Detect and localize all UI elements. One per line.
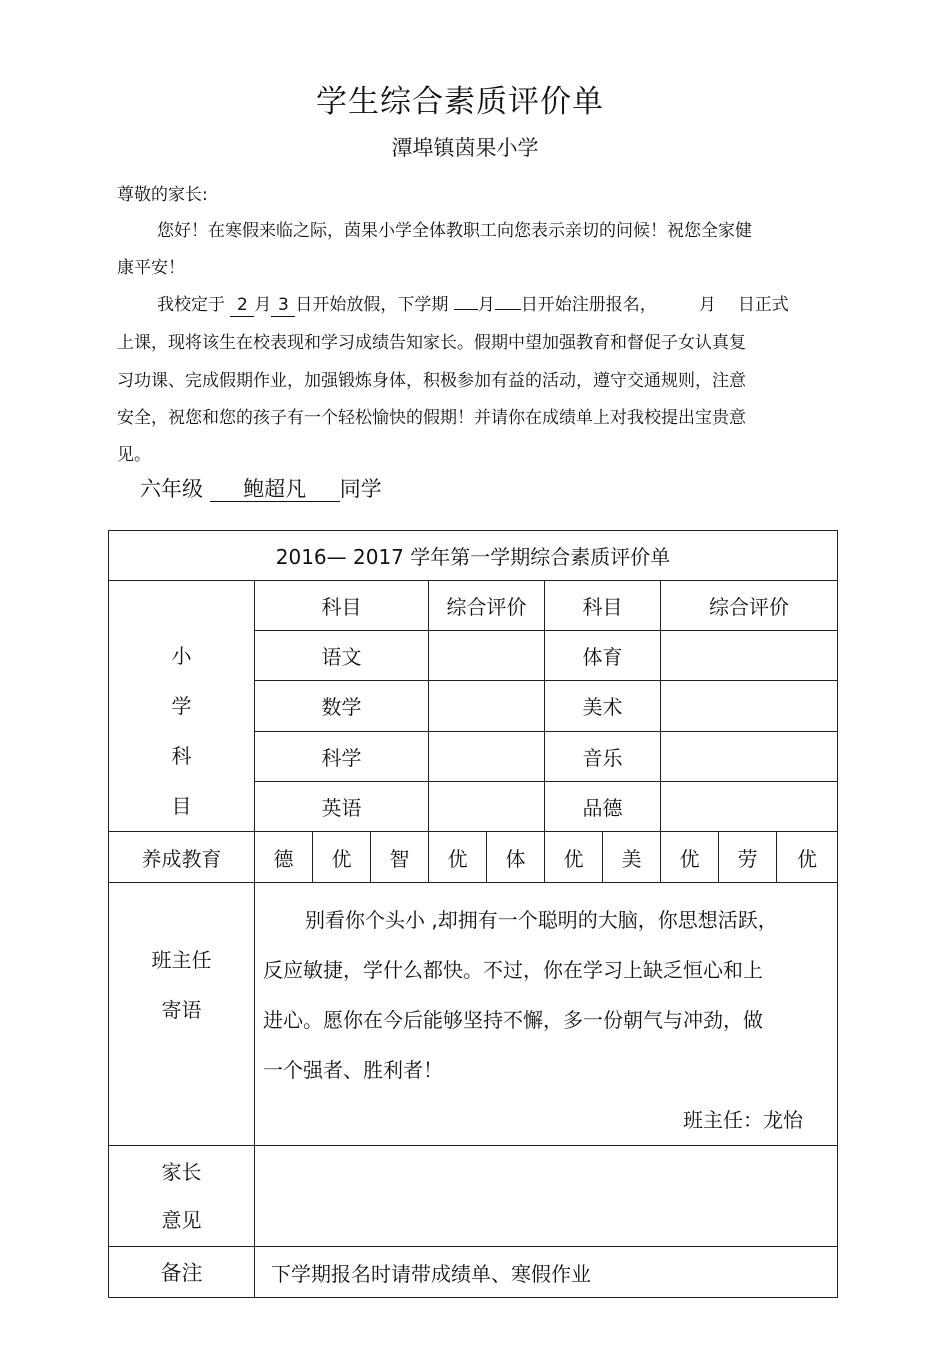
table-caption: 2016— 2017 学年第一学期综合素质评价单 <box>109 531 838 581</box>
eval-cell <box>661 631 838 681</box>
letter-paragraph-2c: 习功课、完成假期作业，加强锻炼身体，积极参加有益的活动，遵守交通规则，注意 <box>117 371 746 391</box>
letter-paragraph-2b: 上课，现将该生在校表现和学习成绩告知家长。假期中望加强教育和督促子女认真复 <box>117 333 746 353</box>
remark-label: 备注 <box>109 1247 255 1298</box>
habit-key: 智 <box>371 832 429 883</box>
subject-math: 数学 <box>255 681 429 731</box>
student-grade: 六年级 <box>140 477 203 501</box>
parent-opinion-field[interactable] <box>255 1146 838 1247</box>
letter-paragraph-2d: 安全，祝您和您的孩子有一个轻松愉快的假期！并请你在成绩单上对我校提出宝贵意 <box>117 408 746 428</box>
habit-key: 德 <box>255 832 313 883</box>
header-eval-right: 综合评价 <box>661 581 838 631</box>
eval-cell <box>661 681 838 731</box>
habit-key: 劳 <box>719 832 777 883</box>
subject-chinese: 语文 <box>255 631 429 681</box>
subject-art: 美术 <box>545 681 661 731</box>
eval-cell <box>429 781 545 831</box>
teacher-label <box>109 883 255 1146</box>
eval-cell <box>661 731 838 781</box>
subject-science: 科学 <box>255 731 429 781</box>
section-label-subjects <box>109 581 255 832</box>
teacher-label-line-1: 班主任 <box>151 948 212 972</box>
header-subject-right: 科目 <box>545 581 661 631</box>
section-label-char: 目 <box>171 794 192 818</box>
dates-text-2: 日开始放假，下学期 <box>295 295 449 315</box>
header-subject-left: 科目 <box>255 581 429 631</box>
dates-text-1: 月 <box>254 295 272 315</box>
habit-value: 优 <box>313 832 371 883</box>
school-name: 潭埠镇茵果小学 <box>391 136 539 160</box>
habit-value: 优 <box>777 832 838 883</box>
eval-cell <box>429 631 545 681</box>
comment-line: 一个强者、胜利者！ <box>263 1058 443 1082</box>
page-title: 学生综合素质评价单 <box>316 84 604 120</box>
dates-text-6: 日正式 <box>737 295 789 315</box>
section-label-char: 科 <box>171 744 192 768</box>
letter-paragraph-1b: 康平安！ <box>117 258 185 278</box>
vacation-month: 2 <box>230 296 254 317</box>
student-line <box>140 473 382 503</box>
eval-cell <box>429 681 545 731</box>
letter-paragraph-1a: 您好！在寒假来临之际，茵果小学全体教职工向您表示亲切的问候！祝您全家健 <box>157 221 752 241</box>
eval-cell <box>429 731 545 781</box>
evaluation-table <box>108 530 838 1298</box>
letter-paragraph-2e: 见。 <box>117 445 151 465</box>
subject-english: 英语 <box>255 781 429 831</box>
teacher-signature: 班主任：龙怡 <box>683 1108 804 1132</box>
register-month-blank <box>454 309 478 310</box>
comment-line: 进心。愿你在今后能够坚持不懈，多一份朝气与冲劲，做 <box>263 1008 763 1032</box>
teacher-comment <box>255 883 838 1146</box>
dates-text-3: 月 <box>477 295 495 315</box>
parent-label <box>109 1146 255 1247</box>
vacation-day: 3 <box>271 296 295 317</box>
remark-text: 下学期报名时请带成绩单、寒假作业 <box>255 1247 838 1298</box>
subject-pe: 体育 <box>545 631 661 681</box>
dates-text-4: 日开始注册报名， <box>520 295 657 315</box>
section-label-char: 学 <box>171 694 192 718</box>
habit-value: 优 <box>429 832 487 883</box>
parent-label-line-1: 家长 <box>161 1160 202 1184</box>
remark-row <box>109 1247 838 1298</box>
letter-salutation: 尊敬的家长: <box>117 185 208 205</box>
parent-label-line-2: 意见 <box>161 1208 202 1232</box>
eval-cell <box>661 781 838 831</box>
letter-dates-line <box>157 290 789 317</box>
subject-morality: 品德 <box>545 781 661 831</box>
student-name: 鲍超凡 <box>210 477 340 502</box>
habit-label: 养成教育 <box>109 832 255 883</box>
comment-line: 别看你个头小 ,却拥有一个聪明的大脑，你思想活跃， <box>305 908 778 932</box>
teacher-label-line-2: 寄语 <box>161 998 202 1022</box>
header-eval-left: 综合评价 <box>429 581 545 631</box>
subject-music: 音乐 <box>545 731 661 781</box>
habit-row <box>109 832 838 883</box>
teacher-comment-row <box>109 883 838 1146</box>
habit-key: 体 <box>487 832 545 883</box>
habit-key: 美 <box>603 832 661 883</box>
section-label-char: 小 <box>171 644 192 668</box>
habit-value: 优 <box>661 832 719 883</box>
register-day-blank <box>495 309 521 310</box>
dates-prefix: 我校定于 <box>157 295 225 315</box>
dates-text-5: 月 <box>698 295 716 315</box>
student-suffix: 同学 <box>339 477 382 501</box>
parent-opinion-row <box>109 1146 838 1247</box>
habit-value: 优 <box>545 832 603 883</box>
comment-line: 反应敏捷，学什么都快。不过，你在学习上缺乏恒心和上 <box>263 958 763 982</box>
